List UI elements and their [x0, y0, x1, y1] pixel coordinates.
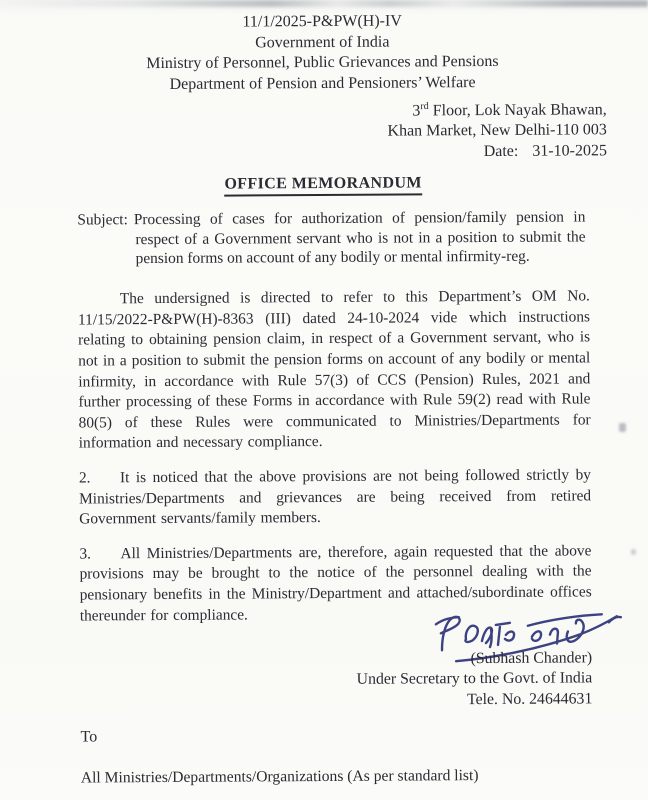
- signatory-phone: Tele. No. 24644631: [467, 689, 593, 708]
- date-label: Date:: [483, 142, 519, 160]
- address-building: Floor, Lok Nayak Bhawan,: [428, 101, 607, 120]
- date-line: [0, 141, 607, 165]
- address-floor-number: 3: [412, 102, 421, 120]
- signature-block: [2, 608, 593, 713]
- org-name-line: Government of India: [255, 33, 390, 51]
- subject-block: [77, 207, 585, 269]
- to-label: To: [80, 728, 98, 746]
- subject-text: Processing of cases for authorization of pension/family pension in respect of a Government servant who is not in a position to submit the pension forms on account of any bodily or mental infirmity-reg.: [133, 208, 586, 268]
- paragraph-2-number: 2.: [78, 469, 91, 487]
- body-paragraph-2: [79, 465, 591, 530]
- memo-heading: OFFICE MEMORANDUM: [224, 174, 422, 196]
- paragraph-3-number: 3.: [79, 545, 92, 563]
- address-line-2: Khan Market, New Delhi-110 003: [387, 121, 607, 140]
- reference-number: 11/1/2025-P&PW(H)-IV: [242, 12, 402, 31]
- subject-label: Subject:: [77, 211, 128, 229]
- signatory-title: Under Secretary to the Govt. of India: [356, 669, 593, 689]
- distribution-line: All Ministries/Departments/Organizations (As per standard list): [80, 766, 479, 787]
- letterhead: [0, 0, 647, 96]
- paragraph-3-text: All Ministries/Departments are, therefore, again requested that the above provisions may be brought to the notice of the personnel dealing with the pensionary benefits in the Ministry/Department and attached/subordinate offices thereunder for compliance.: [79, 542, 592, 625]
- paragraph-2-text: It is noticed that the above provisions are not being followed strictly by Ministries/Departments and grievances are being received from retired Government servants/family members.: [79, 466, 592, 528]
- body-paragraph-1: The undersigned is directed to refer to this Department’s OM No. 11/15/2022-P&PW(H)-8363 (III) dated 24-10-2024 vide which instructions relating to obtaining pension claim, in respect of a Government servant, who is not in a position to submit the pension forms on account of any bodily or mental infirmity, in accordance with Rule 57(3) of CCS (Pension) Rules, 2021 and further processing of these Forms in accordance with Rule 59(2) read with Rule 80(5) of these Rules were communicated to Ministries/Departments for information and necessary compliance.: [77, 287, 591, 452]
- department-line: Department of Pension and Pensioners’ Welfare: [169, 73, 476, 93]
- signatory-name: (Subhash Chander): [470, 649, 593, 668]
- ordinal-superscript: rd: [420, 101, 429, 113]
- ministry-line: Ministry of Personnel, Public Grievances and Pensions: [146, 52, 499, 73]
- address-block: [0, 100, 607, 165]
- title-row: [0, 173, 647, 198]
- date-value: 31-10-2025: [532, 141, 608, 160]
